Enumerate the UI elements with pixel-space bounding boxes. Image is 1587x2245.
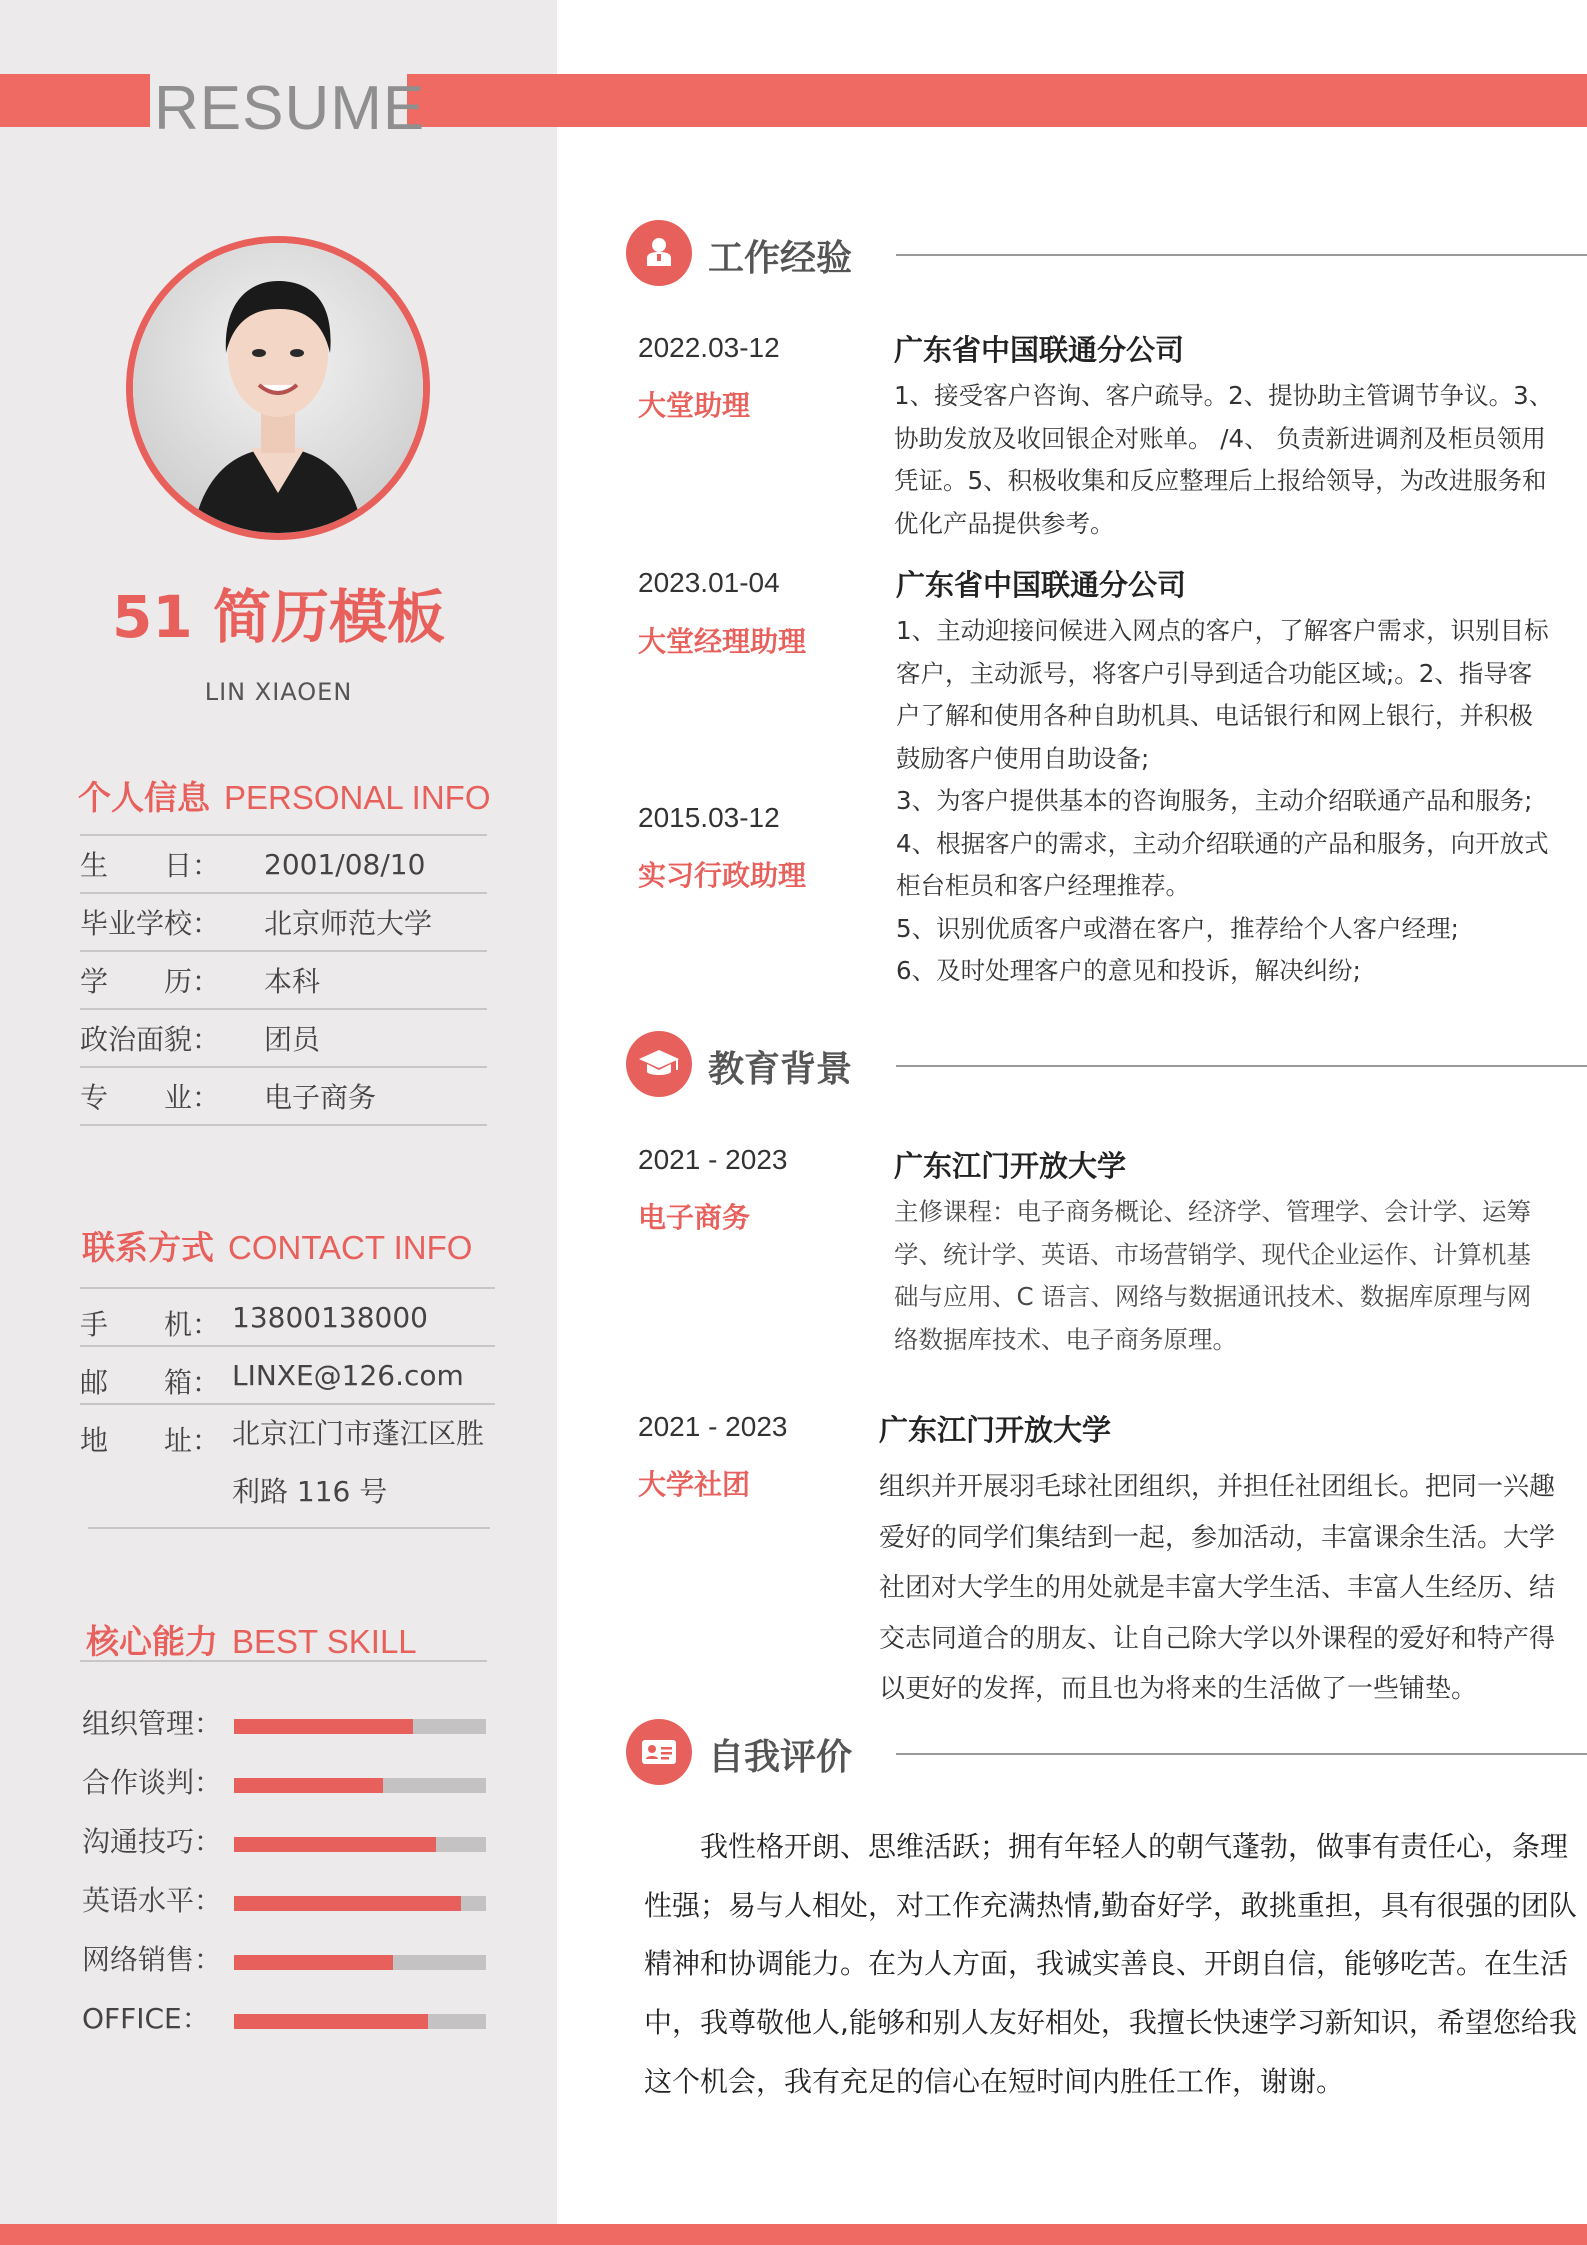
best-skill-title-en: BEST SKILL [232, 1623, 417, 1660]
work-description [896, 610, 1549, 993]
id-card-icon [626, 1719, 692, 1785]
divider [896, 1065, 1587, 1067]
desc-line: 络数据库技术、电子商务原理。 [894, 1324, 1237, 1354]
skill-bar-track [234, 1719, 486, 1734]
contact-label: 地 址： [80, 1424, 221, 1457]
desc-line: 鼓励客户使用自助设备; [896, 743, 1150, 773]
portrait-image [133, 243, 423, 533]
info-value: 团员 [264, 1023, 321, 1056]
resume-heading: RESUME [154, 74, 426, 143]
desc-line: 交志同道合的朋友、让自己除大学以外课程的爱好和特产得 [879, 1623, 1556, 1654]
graduation-cap-icon [626, 1031, 692, 1097]
contact-email[interactable]: LINXE@126.com [232, 1359, 464, 1392]
divider [80, 1124, 487, 1126]
info-value: 电子商务 [264, 1081, 377, 1114]
skill-label: 沟通技巧： [82, 1825, 223, 1858]
candidate-name-en: LIN XIAOEN [204, 678, 353, 706]
skill-bar-fill [234, 1896, 461, 1911]
desc-line: 主修课程：电子商务概论、经济学、管理学、会计学、运筹 [894, 1197, 1531, 1226]
skill-label: OFFICE： [82, 2002, 210, 2035]
self-evaluation-text [644, 1818, 1577, 2112]
work-description [894, 375, 1553, 545]
self-evaluation-title: 自我评价 [708, 1737, 853, 1778]
contact-info-title-en: CONTACT INFO [228, 1229, 473, 1266]
skill-label: 英语水平： [82, 1884, 223, 1917]
contact-row-address [80, 1403, 495, 1525]
footer-bar [0, 2224, 1587, 2245]
desc-line: 以更好的发挥，而且也为将来的生活做了一些铺垫。 [879, 1674, 1478, 1704]
skill-item [82, 1820, 488, 1860]
education-header [626, 1031, 1587, 1101]
skill-item [82, 1997, 488, 2037]
info-label: 毕业学校： [80, 907, 221, 940]
eval-line: 我性格开朗、思维活跃；拥有年轻人的朝气蓬勃，做事有责任心，条理 [644, 1830, 1569, 1863]
personal-info-list [80, 834, 487, 1126]
skill-item [82, 1702, 488, 1742]
skill-item [82, 1879, 488, 1919]
desc-line: 客户，主动派号，将客户引导到适合功能区域;。2、指导客 [896, 658, 1533, 688]
desc-line: 4、根据客户的需求，主动介绍联通的产品和服务，向开放式 [896, 828, 1549, 858]
info-label: 学 历： [80, 965, 221, 998]
education-title: 教育背景 [708, 1049, 853, 1090]
skill-label: 组织管理： [82, 1707, 223, 1740]
info-row-degree [80, 950, 487, 1008]
info-label: 政治面貌： [80, 1023, 221, 1056]
info-value: 北京师范大学 [264, 907, 433, 940]
address-line-2: 利路 116 号 [232, 1475, 388, 1508]
info-label: 生 日： [80, 849, 221, 882]
education-major: 电子商务 [638, 1201, 751, 1234]
skill-bar-fill [234, 1778, 383, 1793]
info-row-major [80, 1066, 487, 1124]
divider [88, 1527, 490, 1529]
desc-line: 协助发放及收回银企对账单。 /4、 负责新进调剂及柜员领用 [894, 423, 1546, 453]
divider [896, 1753, 1587, 1755]
skill-item [82, 1761, 488, 1801]
education-school: 广东江门开放大学 [879, 1413, 1112, 1447]
address-line-1: 北京江门市蓬江区胜 [232, 1417, 485, 1450]
education-description [894, 1191, 1531, 1361]
desc-line: 6、及时处理客户的意见和投诉，解决纠纷; [896, 956, 1361, 985]
work-role: 实习行政助理 [638, 859, 807, 892]
info-value: 2001/08/10 [264, 847, 426, 881]
work-date: 2023.01-04 [638, 567, 780, 598]
skill-item [82, 1938, 488, 1978]
education-date: 2021 - 2023 [638, 1144, 788, 1175]
work-company: 广东省中国联通分公司 [896, 568, 1187, 602]
work-company: 广东省中国联通分公司 [894, 333, 1185, 367]
eval-line: 性强；易与人相处，对工作充满热情,勤奋好学，敢挑重担，具有很强的团队 [644, 1888, 1577, 1922]
contact-phone[interactable]: 13800138000 [232, 1301, 428, 1334]
self-evaluation-header [626, 1719, 1587, 1789]
personal-info-title-en: PERSONAL INFO [224, 779, 491, 816]
skill-bar-track [234, 1896, 486, 1911]
info-row-school [80, 892, 487, 950]
desc-line: 柜台柜员和客户经理推荐。 [896, 871, 1190, 900]
desc-line: 础与应用、C 语言、网络与数据通讯技术、数据库原理与网 [894, 1282, 1532, 1311]
skill-bar-track [234, 1837, 486, 1852]
contact-info-title-cn: 联系方式 [82, 1228, 214, 1267]
skill-label: 网络销售： [82, 1943, 223, 1976]
info-row-birthday [80, 834, 487, 892]
skill-label: 合作谈判： [82, 1766, 223, 1799]
skill-bar-fill [234, 1719, 413, 1734]
info-row-political [80, 1008, 487, 1066]
contact-info-list [80, 1287, 495, 1525]
desc-line: 1、接受客户咨询、客户疏导。2、提协助主管调节争议。3、 [894, 381, 1554, 410]
skill-bar-fill [234, 1955, 393, 1970]
contact-label: 手 机： [80, 1308, 221, 1341]
eval-line: 精神和协调能力。在为人方面，我诚实善良、开朗自信，能够吃苦。在生活 [644, 1947, 1569, 1981]
desc-line: 组织并开展羽毛球社团组织，并担任社团组长。把同一兴趣 [879, 1472, 1556, 1502]
contact-label: 邮 箱： [80, 1366, 221, 1399]
eval-line: 这个机会，我有充足的信心在短时间内胜任工作，谢谢。 [644, 2064, 1345, 2098]
desc-line: 社团对大学生的用处就是丰富大学生活、丰富人生经历、结 [879, 1573, 1556, 1603]
work-role: 大堂助理 [638, 389, 751, 422]
education-date: 2021 - 2023 [638, 1411, 788, 1442]
desc-line: 爱好的同学们集结到一起，参加活动，丰富课余生活。大学 [879, 1522, 1556, 1553]
divider [896, 254, 1587, 256]
work-experience-header [626, 220, 1587, 290]
header-bar-right [407, 74, 1587, 127]
education-major: 大学社团 [638, 1468, 751, 1501]
work-experience-icon [626, 220, 692, 286]
education-description [879, 1462, 1555, 1715]
divider [80, 1660, 487, 1662]
skill-bar-track [234, 1778, 486, 1793]
desc-line: 户了解和使用各种自助机具、电话银行和网上银行，并积极 [896, 701, 1533, 730]
best-skill-title-cn: 核心能力 [86, 1622, 218, 1661]
candidate-name: 51 简历模板 [112, 583, 445, 651]
desc-line: 1、主动迎接问候进入网点的客户，了解客户需求，识别目标 [896, 616, 1549, 645]
info-label: 专 业： [80, 1081, 221, 1114]
skill-bar-track [234, 1955, 486, 1970]
work-role: 大堂经理助理 [638, 625, 807, 658]
desc-line: 优化产品提供参考。 [894, 508, 1115, 538]
info-value: 本科 [264, 965, 321, 998]
work-experience-title: 工作经验 [708, 238, 853, 279]
desc-line: 3、为客户提供基本的咨询服务，主动介绍联通产品和服务; [896, 786, 1533, 815]
contact-info-title [82, 1222, 472, 1269]
personal-info-title-cn: 个人信息 [78, 778, 210, 817]
header-bar-left [0, 74, 150, 127]
desc-line: 学、统计学、英语、市场营销学、现代企业运作、计算机基 [894, 1239, 1531, 1269]
skill-bar-fill [234, 1837, 436, 1852]
skill-bar-track [234, 2014, 486, 2029]
work-date: 2015.03-12 [638, 802, 780, 833]
eval-line: 中，我尊敬他人,能够和别人友好相处，我擅长快速学习新知识，希望您给我 [644, 2006, 1577, 2040]
education-school: 广东江门开放大学 [894, 1149, 1127, 1183]
desc-line: 凭证。5、积极收集和反应整理后上报给领导，为改进服务和 [894, 466, 1547, 495]
profile-photo [126, 236, 430, 540]
skill-bar-fill [234, 2014, 428, 2029]
best-skill-title [86, 1616, 417, 1663]
work-date: 2022.03-12 [638, 332, 780, 363]
desc-line: 5、识别优质客户或潜在客户，推荐给个人客户经理; [896, 913, 1459, 943]
contact-address [232, 1391, 495, 1525]
personal-info-title [78, 772, 491, 819]
